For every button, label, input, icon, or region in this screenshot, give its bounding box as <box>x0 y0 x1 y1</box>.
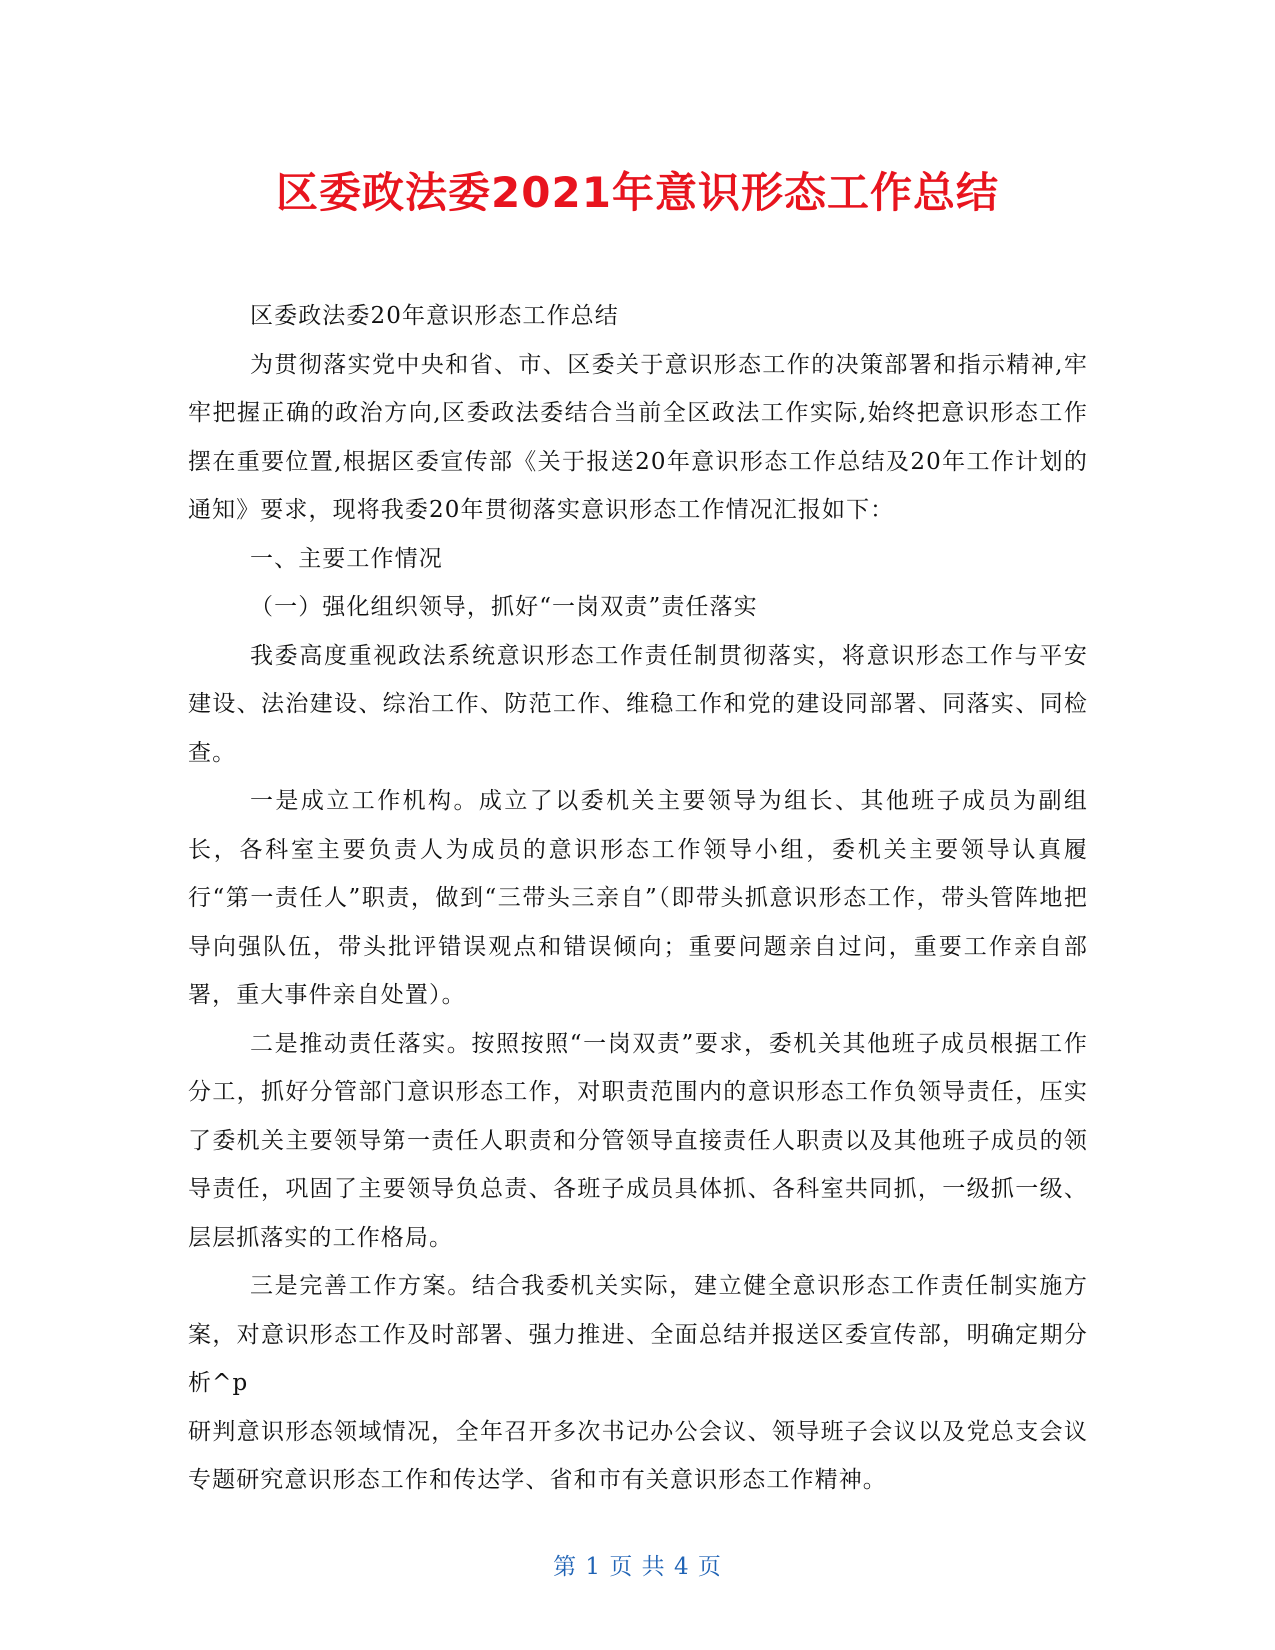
paragraph-point-3: 三是完善工作方案。结合我委机关实际，建立健全意识形态工作责任制实施方案，对意识形态工作及时部署、强力推进、全面总结并报送区委宣传部，明确定期分析^p <box>188 1273 1088 1396</box>
paragraph-continuation: 研判意识形态领域情况，全年召开多次书记办公会议、领导班子会议以及党总支会议专题研究意识形态工作和传达学、省和市有关意识形态工作精神。 <box>188 1418 1088 1493</box>
paragraph-subtitle: 区委政法委20年意识形态工作总结 <box>250 303 619 329</box>
page-footer: 第 1 页 共 4 页 <box>553 1554 722 1580</box>
paragraph-point-2: 二是推动责任落实。按照按照“一岗双责”要求，委机关其他班子成员根据工作分工，抓好分管部门意识形态工作，对职责范围内的意识形态工作负领导责任，压实了委机关主要领导第一责任人职责和分管领导直接责任人职责以及其他班子成员的领导责任，巩固了主要领导负总责、各班子成员具体抓、各科室共同抓，一级抓一级、层层抓落实的工作格局。 <box>188 1030 1088 1251</box>
document-body <box>188 292 1088 1505</box>
paragraph-point-1: 一是成立工作机构。成立了以委机关主要领导为组长、其他班子成员为副组长，各科室主要负责人为成员的意识形态工作领导小组，委机关主要领导认真履行“第一责任人”职责，做到“三带头三亲自”（即带头抓意识形态工作，带头管阵地把导向强队伍，带头批评错误观点和错误倾向；重要问题亲自过问，重要工作亲自部署，重大事件亲自处置）。 <box>188 788 1088 1008</box>
paragraph-intro: 为贯彻落实党中央和省、市、区委关于意识形态工作的决策部署和指示精神,牢牢把握正确的政治方向,区委政法委结合当前全区政法工作实际,始终把意识形态工作摆在重要位置,根据区委宣传部《关于报送20年意识形态工作总结及20年工作计划的通知》要求，现将我委20年贯彻落实意识形态工作情况汇报如下： <box>188 351 1088 523</box>
subsection-heading-1: （一）强化组织领导，抓好“一岗双责”责任落实 <box>250 594 758 620</box>
document-title: 区委政法委2021年意识形态工作总结 <box>276 168 999 217</box>
paragraph-overview: 我委高度重视政法系统意识形态工作责任制贯彻落实，将意识形态工作与平安建设、法治建设、综治工作、防范工作、维稳工作和党的建设同部署、同落实、同检查。 <box>188 642 1088 766</box>
section-heading-1: 一、主要工作情况 <box>250 545 443 572</box>
